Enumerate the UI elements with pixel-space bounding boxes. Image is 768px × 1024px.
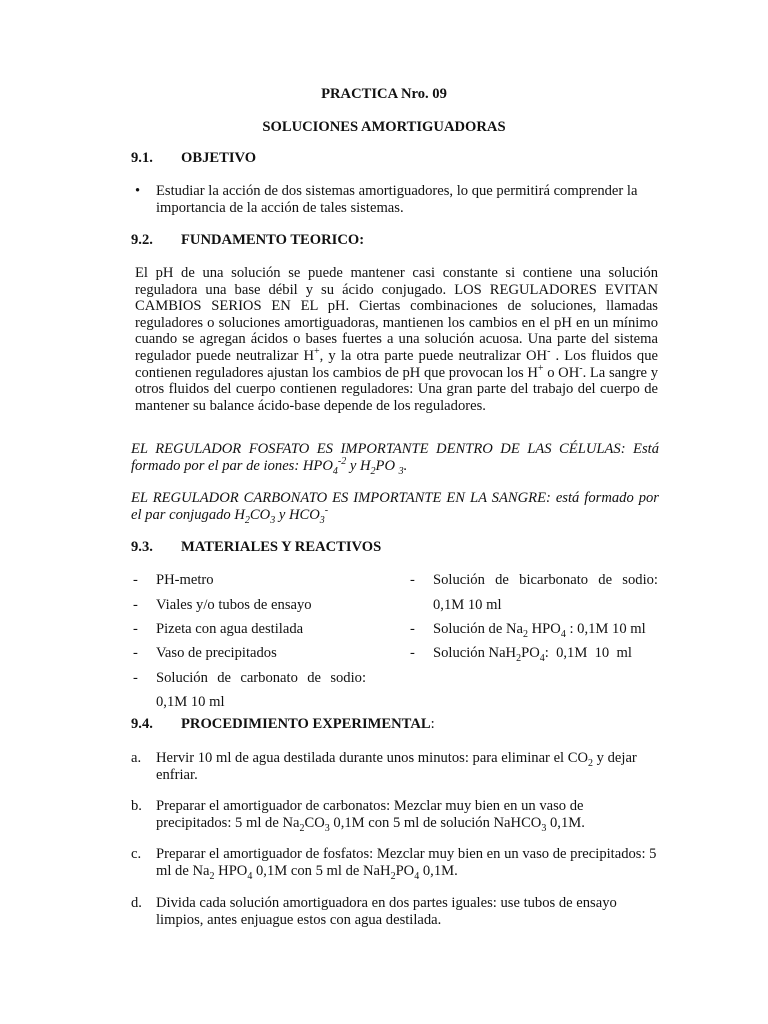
section-title-procedimiento: PROCEDIMIENTO EXPERIMENTAL:	[181, 716, 435, 732]
section-number-materiales: 9.3.	[131, 539, 153, 555]
material-item: Solución de $Na_2$ $HPO_4$ : 0,1M 10 ml	[433, 621, 646, 640]
section-title-objective: OBJETIVO	[181, 150, 257, 166]
list-dash: -	[133, 645, 138, 661]
fundamento-paragraph: El pH de una solución se puede mantener casi constante si contiene una solución reguladora una base débil y su ácido conjugado. LOS REGULADORES EVITAN CAMBIOS SERIOS EN EL pH. Ciertas combinaciones de soluciones, llamadas reguladores o soluciones amortiguadoras, mantienen los cambios en el pH en un mínimo cuando se agregan ácidos o bases fuertes a una solución acuosa. Una parte del sistema regulador puede neutralizar H+, y la otra parte puede neutralizar OH- . Los fluidos que contienen reguladores ajustan los cambios de pH que provocan los H+ o OH-. La sangre y otros fluidos del cuerpo contienen reguladores: Una gran parte del trabajo del cuerpo de mantener su balance ácido-base depende de los reguladores.	[135, 265, 658, 414]
material-item: Vaso de precipitados	[156, 645, 277, 661]
step-text: Divida cada solución amortiguadora en dos partes iguales: use tubos de ensayo limpios, antes enjuague estos con agua destilada.	[156, 895, 617, 928]
material-item: PH-metro	[156, 572, 214, 588]
section-number-fundamento: 9.2.	[131, 232, 153, 248]
bullet-icon: •	[135, 183, 141, 199]
list-dash: -	[133, 597, 138, 613]
step-label: a.	[131, 750, 142, 766]
list-dash: -	[410, 572, 415, 588]
material-item: Solución de carbonato de sodio:	[156, 670, 366, 686]
material-item: Solución de bicarbonato de sodio:	[433, 572, 658, 588]
practice-subtitle: SOLUCIONES AMORTIGUADORAS	[262, 119, 506, 135]
list-dash: -	[133, 572, 138, 588]
objective-text: Estudiar la acción de dos sistemas amortiguadores, lo que permitirá comprender la importancia de la acción de tales sistemas.	[156, 183, 638, 216]
carbonato-paragraph: EL REGULADOR CARBONATO ES IMPORTANTE EN LA SANGRE: está formado por el par conjugado $H_2CO_3$ y $HCO_3^-$	[131, 490, 659, 526]
section-number-objective: 9.1.	[131, 150, 153, 166]
list-dash: -	[410, 621, 415, 637]
step-text: Preparar el amortiguador de fosfatos: Mezclar muy bien en un vaso de precipitados: 5 ml de $Na_2$ $HPO_4$ 0,1M con 5 ml de $NaH_2PO_4$ 0,1M.	[156, 846, 657, 882]
step-label: d.	[131, 895, 142, 911]
practice-title: PRACTICA Nro. 09	[321, 86, 447, 102]
list-dash: -	[410, 645, 415, 661]
step-label: b.	[131, 798, 142, 814]
material-item: Solución $NaH_2PO_4$: 0,1M 10 ml	[433, 645, 632, 664]
section-title-materiales: MATERIALES Y REACTIVOS	[181, 539, 382, 555]
step-text: Hervir 10 ml de agua destilada durante unos minutos: para eliminar el $CO_2$ y dejar enfriar.	[156, 750, 637, 783]
material-item: Viales y/o tubos de ensayo	[156, 597, 312, 613]
material-item-continued: 0,1M 10 ml	[433, 597, 502, 613]
material-item-continued: 0,1M 10 ml	[156, 694, 225, 710]
material-item: Pizeta con agua destilada	[156, 621, 304, 637]
list-dash: -	[133, 621, 138, 637]
list-dash: -	[133, 670, 138, 686]
section-number-procedimiento: 9.4.	[131, 716, 153, 732]
section-title-fundamento: FUNDAMENTO TEORICO:	[181, 232, 365, 248]
step-label: c.	[131, 846, 142, 862]
fosfato-paragraph: EL REGULADOR FOSFATO ES IMPORTANTE DENTRO DE LAS CÉLULAS: Está formado por el par de iones: $HPO_4^{-2}$ y $H_2PO$ $_3$.	[131, 441, 659, 477]
step-text: Preparar el amortiguador de carbonatos: Mezclar muy bien en un vaso de precipitados: 5 ml de $Na_2CO_3$ 0,1M con 5 ml de solución NaHCO$_3$ 0,1M.	[156, 798, 585, 834]
